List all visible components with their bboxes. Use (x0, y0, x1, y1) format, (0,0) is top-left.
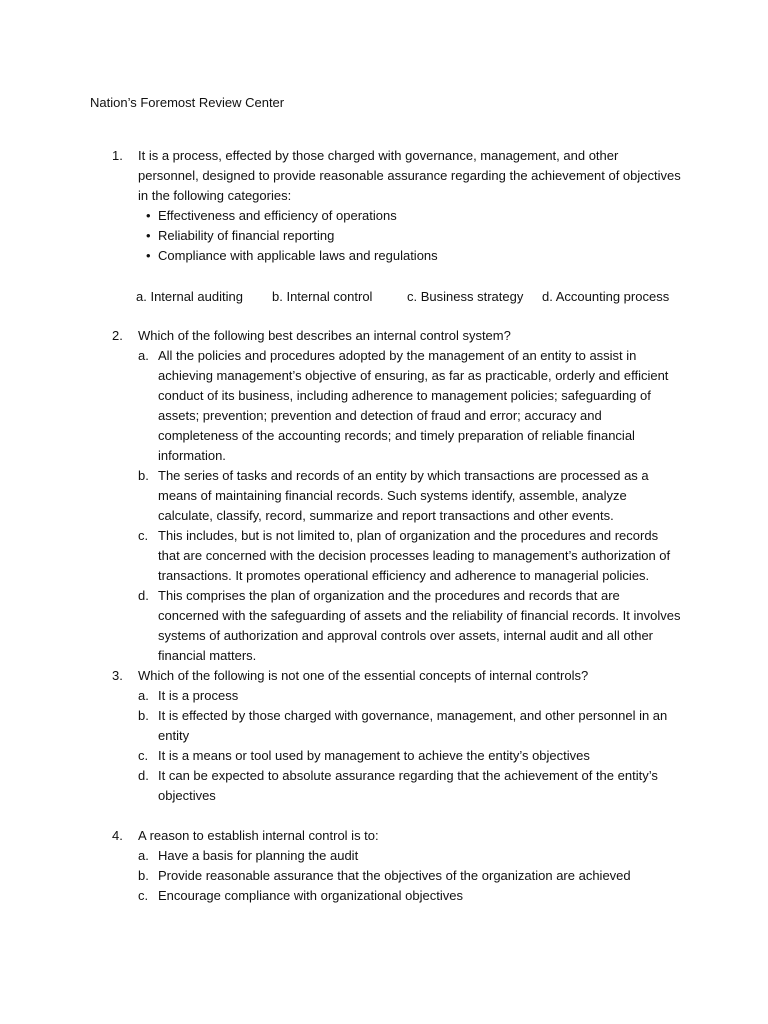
option-b: b. It is effected by those charged with governance, management, and other personnel in an entity (138, 708, 668, 743)
option-b: b. The series of tasks and records of an entity by which transactions are processed as a means of maintaining financial records. Such systems identify, assemble, analyze calculate, classify, record, summarize and report transactions and other events. (138, 468, 649, 523)
question-number: 2. (112, 328, 123, 343)
bullet-list (138, 206, 682, 266)
choice-b: b. Internal control (272, 289, 373, 304)
question-number: 3. (112, 668, 123, 683)
bullet-item: • Effectiveness and efficiency of operations (138, 206, 682, 226)
bullet-icon: • (146, 208, 151, 223)
question-2 (112, 326, 682, 666)
option-b: b. Provide reasonable assurance that the objectives of the organization are achieved (138, 868, 631, 883)
question-text: Which of the following best describes an internal control system? (138, 328, 511, 343)
option-c: c. Encourage compliance with organizational objectives (138, 888, 463, 903)
question-4 (112, 826, 682, 906)
option-list (138, 686, 682, 806)
option-a: a. All the policies and procedures adopted by the management of an entity to assist in achieving management’s objective of ensuring, as far as practicable, orderly and efficient conduct of its business, including adherence to management policies; safeguarding of assets; prevention; prevention and detection of fraud and error; accuracy and completeness of the accounting records; and timely preparation of reliable financial information. (138, 348, 669, 463)
bullet-item: • Compliance with applicable laws and regulations (138, 246, 682, 266)
bullet-icon: • (146, 228, 151, 243)
choice-d: d. Accounting process (542, 289, 670, 304)
question-text: A reason to establish internal control is to: (138, 828, 379, 843)
question-text: It is a process, effected by those charged with governance, management, and other personnel, designed to provide reasonable assurance regarding the achievement of objectives in the following categories: (138, 148, 681, 203)
question-number: 4. (112, 828, 123, 843)
option-a: a. Have a basis for planning the audit (138, 848, 359, 863)
bullet-icon: • (146, 248, 151, 263)
page-header: Nation’s Foremost Review Center (90, 95, 285, 110)
option-a: a. It is a process (138, 688, 239, 703)
question-text: Which of the following is not one of the essential concepts of internal controls? (138, 668, 589, 683)
question-1-choices (136, 287, 696, 307)
option-d: d. It can be expected to absolute assurance regarding that the achievement of the entity’s objectives (138, 768, 658, 803)
question-3 (112, 666, 682, 806)
choice-c: c. Business strategy (407, 289, 524, 304)
question-1 (112, 146, 682, 266)
option-c: c. This includes, but is not limited to, plan of organization and the procedures and records that are concerned with the decision processes leading to management’s authorization of transactions. It promotes operational efficiency and adherence to managerial policies. (138, 528, 671, 583)
option-list (138, 846, 682, 906)
bullet-item: • Reliability of financial reporting (138, 226, 682, 246)
option-d: d. This comprises the plan of organization and the procedures and records that are concerned with the safeguarding of assets and the reliability of financial records. It involves systems of authorization and approval controls over assets, internal audit and all other financial matters. (138, 588, 681, 663)
question-number: 1. (112, 148, 123, 163)
option-list (138, 346, 682, 666)
choice-a: a. Internal auditing (136, 289, 243, 304)
option-c: c. It is a means or tool used by management to achieve the entity’s objectives (138, 748, 590, 763)
